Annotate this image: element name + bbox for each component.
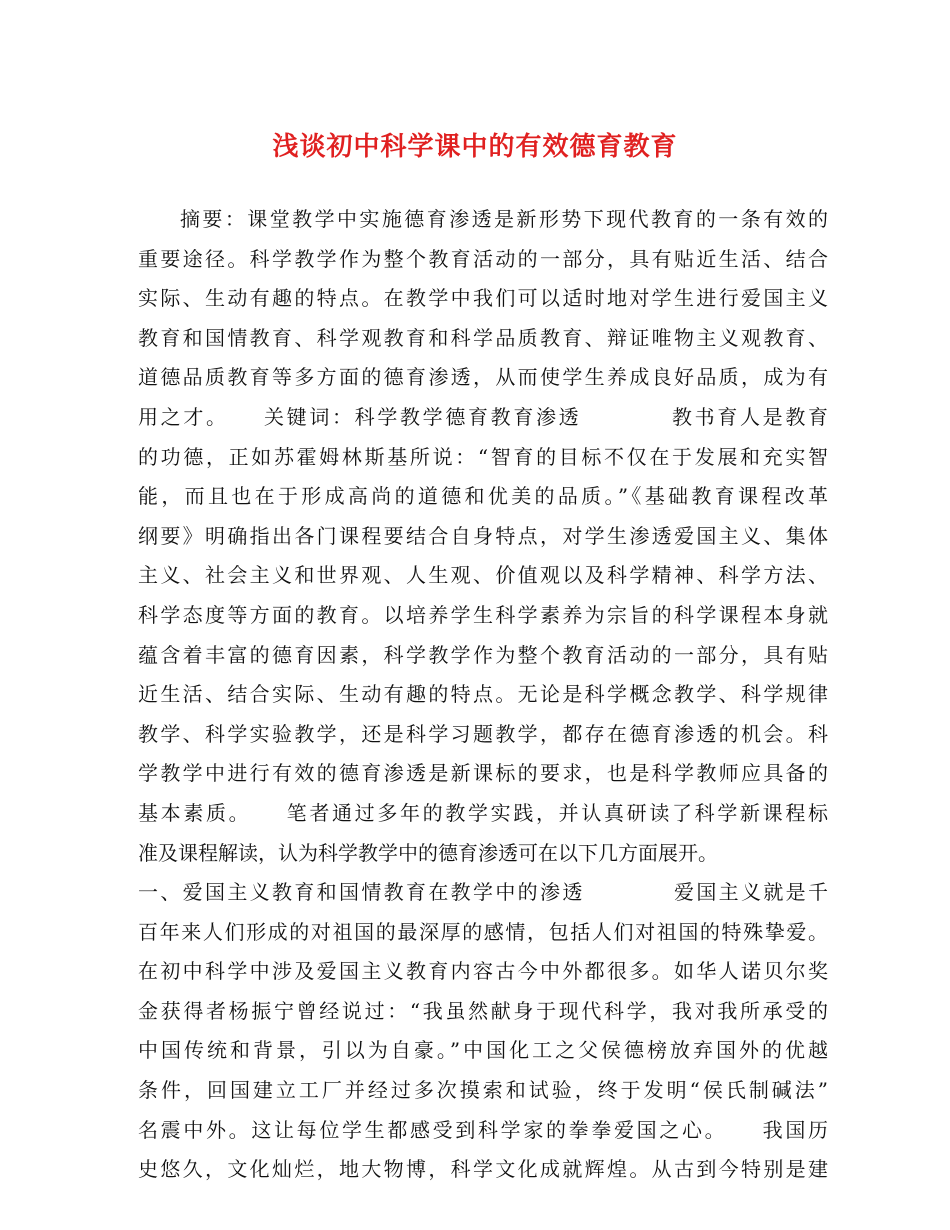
text-line: 道德品质教育等多方面的德育渗透，从而使学生养成良好品质，成为有 (138, 365, 828, 390)
text-line: 条件，回国建立工厂并经过多次摸索和试验，终于发明“侯氏制碱法” (138, 1078, 828, 1103)
text-line: 近生活、结合实际、生动有趣的特点。无论是科学概念教学、科学规律 (138, 682, 828, 707)
text-line: 百年来人们形成的对祖国的最深厚的感情，包括人们对祖国的特殊挚爱。 (138, 919, 828, 944)
text-line: 史悠久，文化灿烂，地大物博，科学文化成就辉煌。从古到今特别是建 (138, 1157, 828, 1182)
text-line: 学教学中进行有效的德育渗透是新课标的要求，也是科学教师应具备的 (138, 761, 828, 786)
text-line: 实际、生动有趣的特点。在教学中我们可以适时地对学生进行爱国主义 (138, 286, 828, 311)
text-line: 准及课程解读，认为科学教学中的德育渗透可在以下几方面展开。 (138, 840, 718, 865)
text-line: 教学、科学实验教学，还是科学习题教学，都存在德育渗透的机会。科 (138, 721, 828, 746)
text-line: 蕴含着丰富的德育因素，科学教学作为整个教育活动的一部分，具有贴 (138, 642, 828, 667)
text-line: 纲要》明确指出各门课程要结合自身特点，对学生渗透爱国主义、集体 (138, 523, 828, 548)
text-line: 中国传统和背景，引以为自豪。”中国化工之父侯德榜放弃国外的优越 (138, 1038, 828, 1063)
text-line: 科学态度等方面的教育。以培养学生科学素养为宗旨的科学课程本身就 (138, 602, 828, 627)
document-title: 浅谈初中科学课中的有效德育教育 (272, 132, 678, 162)
text-line: 在初中科学中涉及爱国主义教育内容古今中外都很多。如华人诺贝尔奖 (138, 959, 828, 984)
text-line: 摘要：课堂教学中实施德育渗透是新形势下现代教育的一条有效的 (180, 207, 828, 231)
text-line: 用之才。 关键词：科学教学德育教育渗透 教书育人是教育 (138, 404, 828, 429)
text-line: 能，而且也在于形成高尚的道德和优美的品质。”《基础教育课程改革 (138, 484, 828, 509)
text-line: 的功德，正如苏霍姆林斯基所说：“智育的目标不仅在于发展和充实智 (138, 444, 828, 469)
document-body (138, 200, 828, 1190)
text-line: 名震中外。这让每位学生都感受到科学家的拳拳爱国之心。 我国历 (138, 1117, 828, 1142)
text-line: 一、爱国主义教育和国情教育在教学中的渗透 爱国主义就是千 (138, 880, 828, 905)
text-line: 金获得者杨振宁曾经说过：“我虽然献身于现代科学，我对我所承受的 (138, 998, 828, 1023)
text-line: 主义、社会主义和世界观、人生观、价值观以及科学精神、科学方法、 (138, 563, 828, 588)
text-line: 教育和国情教育、科学观教育和科学品质教育、辩证唯物主义观教育、 (138, 325, 828, 350)
text-line: 重要途径。科学教学作为整个教育活动的一部分，具有贴近生活、结合 (138, 246, 828, 271)
text-line: 基本素质。 笔者通过多年的教学实践，并认真研读了科学新课程标 (138, 800, 828, 825)
